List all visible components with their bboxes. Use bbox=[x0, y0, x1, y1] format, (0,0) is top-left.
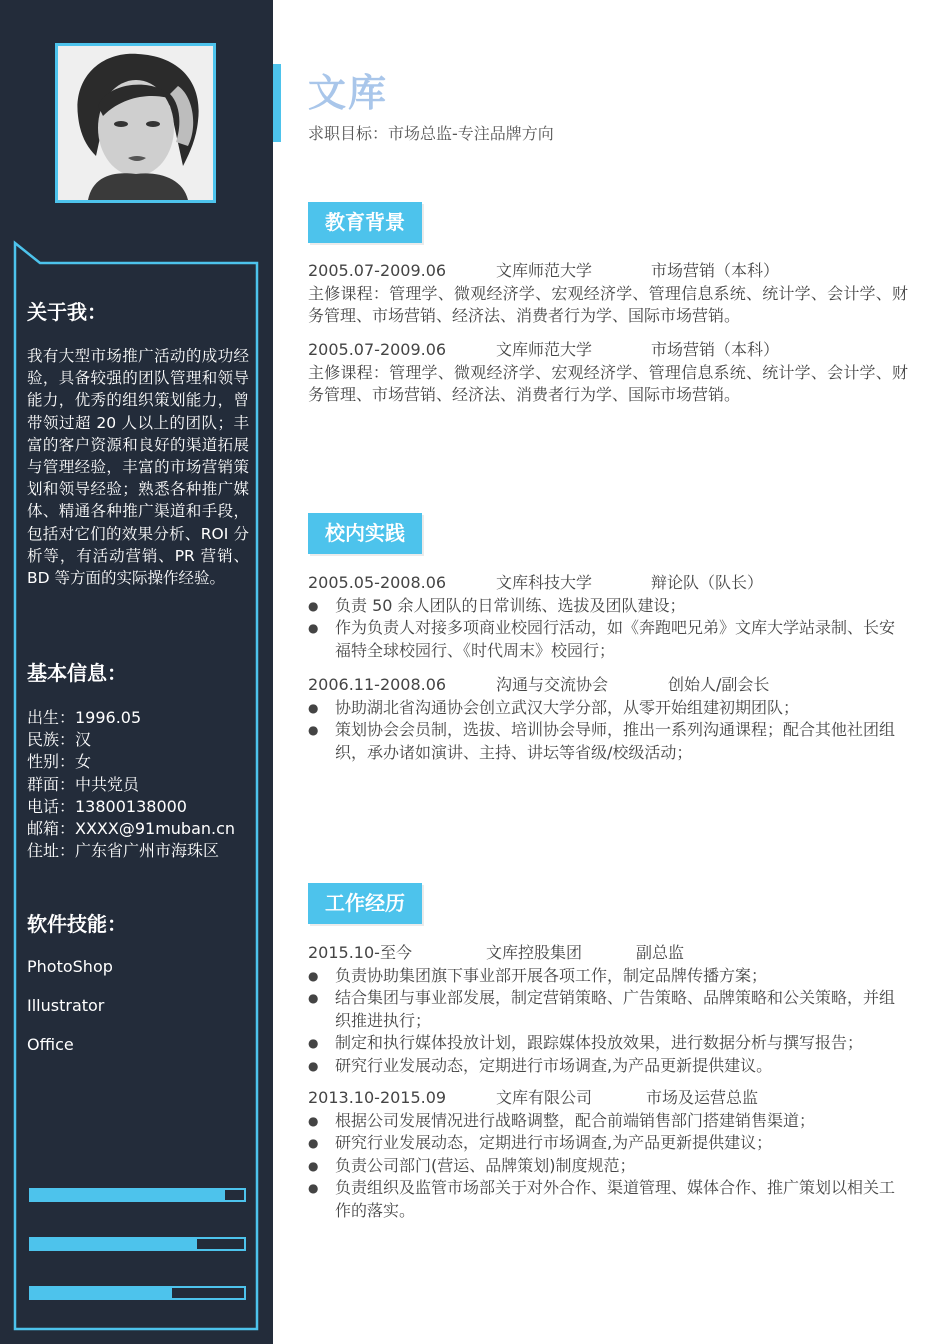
skill-bar-photoshop bbox=[29, 1188, 246, 1202]
entry-bullets bbox=[308, 1110, 908, 1223]
about-heading: 关于我： bbox=[27, 300, 107, 324]
entry-description: 主修课程：管理学、微观经济学、宏观经济学、管理信息系统、统计学、会计学、财务管理、市场营销、经济法、消费者行为学、国际市场营销。 bbox=[308, 283, 908, 325]
bullet-item: ● 负责协助集团旗下事业部开展各项工作，制定品牌传播方案； bbox=[308, 965, 908, 988]
entry-role: 辩论队（队长） bbox=[651, 573, 764, 592]
entry-org: 文库控股集团 bbox=[486, 943, 583, 962]
entry-role: 市场营销（本科） bbox=[651, 261, 780, 280]
basic-info-list bbox=[27, 707, 235, 862]
job-objective: 求职目标：市场总监-专注品牌方向 bbox=[308, 124, 554, 143]
bullet-item: ● 研究行业发展动态，定期进行市场调查,为产品更新提供建议。 bbox=[308, 1055, 908, 1078]
bullet-item: ● 结合集团与事业部发展，制定营销策略、广告策略、品牌策略和公关策略，并组织推进执行； bbox=[308, 987, 908, 1032]
skill-bar-fill bbox=[31, 1239, 197, 1249]
skill-bar-office bbox=[29, 1286, 246, 1300]
education-title: 教育背景 bbox=[308, 202, 422, 243]
skill-office: Office bbox=[27, 1035, 74, 1054]
name-accent-bar bbox=[273, 64, 281, 142]
address-info: 住址：广东省广州市海珠区 bbox=[27, 841, 220, 861]
entry-header bbox=[308, 339, 908, 362]
entry-role: 创始人/副会长 bbox=[668, 675, 770, 694]
sidebar bbox=[0, 0, 273, 1344]
entry-org: 文库科技大学 bbox=[496, 573, 593, 592]
campus-practice-title: 校内实践 bbox=[308, 513, 422, 554]
bullet-item: ● 研究行业发展动态，定期进行市场调查,为产品更新提供建议； bbox=[308, 1132, 908, 1155]
entry-description: 主修课程：管理学、微观经济学、宏观经济学、管理信息系统、统计学、会计学、财务管理、市场营销、经济法、消费者行为学、国际市场营销。 bbox=[308, 362, 908, 404]
skills-list bbox=[27, 956, 113, 1073]
entry-date: 2013.10-2015.09 bbox=[308, 1088, 447, 1107]
bullet-item: ● 负责公司部门(营运、品牌策划)制度规范； bbox=[308, 1155, 908, 1178]
entry-date: 2006.11-2008.06 bbox=[308, 675, 447, 694]
entry-header bbox=[308, 942, 908, 965]
bullet-item: ● 制定和执行媒体投放计划，跟踪媒体投放效果，进行数据分析与撰写报告； bbox=[308, 1032, 908, 1055]
entry-org: 沟通与交流协会 bbox=[496, 675, 609, 694]
gender-info: 性别：女 bbox=[27, 752, 92, 772]
about-text: 我有大型市场推广活动的成功经验，具备较强的团队管理和领导能力，优秀的组织策划能力，曾带领过超 20 人以上的团队；丰富的客户资源和良好的渠道拓展与管理经验，丰富的市场营销策划和领导经验；熟悉各种推广媒体、精通各种推广渠道和手段，包括对它们的效果分析、ROI 分析等，有活动营销、PR 营销、BD 等方面的实际操作经验。 bbox=[27, 347, 249, 588]
bullet-item: ● 协助湖北省沟通协会创立武汉大学分部，从零开始组建初期团队； bbox=[308, 697, 908, 720]
skill-bar-fill bbox=[31, 1190, 225, 1200]
education-entry bbox=[308, 339, 908, 407]
skill-bar-fill bbox=[31, 1288, 172, 1298]
info-panel bbox=[0, 0, 273, 1344]
skill-photoshop: PhotoShop bbox=[27, 957, 113, 976]
bullet-item: ● 作为负责人对接多项商业校园行活动，如《奔跑吧兄弟》文库大学站录制、长安福特全球校园行、《时代周末》校园行； bbox=[308, 617, 908, 662]
phone-info: 电话：13800138000 bbox=[27, 796, 187, 816]
skill-illustrator: Illustrator bbox=[27, 996, 105, 1015]
email-info: 邮箱：XXXX@91muban.cn bbox=[27, 819, 236, 839]
ethnicity-info: 民族：汉 bbox=[27, 730, 92, 750]
political-info: 群面：中共党员 bbox=[27, 774, 140, 794]
entry-date: 2015.10-至今 bbox=[308, 943, 412, 962]
bullet-item: ● 负责 50 余人团队的日常训练、选拔及团队建设； bbox=[308, 595, 908, 618]
skill-bar-illustrator bbox=[29, 1237, 246, 1251]
campus-entry bbox=[308, 572, 908, 662]
work-experience-title: 工作经历 bbox=[308, 883, 422, 924]
entry-bullets bbox=[308, 965, 908, 1078]
entry-org: 文库师范大学 bbox=[496, 261, 593, 280]
entry-date: 2005.07-2009.06 bbox=[308, 340, 447, 359]
entry-header bbox=[308, 1087, 908, 1110]
entry-org: 文库有限公司 bbox=[496, 1088, 593, 1107]
entry-header bbox=[308, 260, 908, 283]
entry-header bbox=[308, 674, 908, 697]
entry-role: 市场及运营总监 bbox=[646, 1088, 759, 1107]
skills-heading: 软件技能： bbox=[27, 912, 127, 936]
bullet-item: ● 策划协会会员制，选拔、培训协会导师，推出一系列沟通课程；配合其他社团组织，承办诸如演讲、主持、讲坛等省级/校级活动； bbox=[308, 719, 908, 764]
entry-role: 副总监 bbox=[636, 943, 685, 962]
bullet-item: ● 负责组织及监管市场部关于对外合作、渠道管理、媒体合作、推广策划以相关工作的落实。 bbox=[308, 1177, 908, 1222]
education-entry bbox=[308, 260, 908, 328]
work-entry bbox=[308, 1087, 908, 1222]
entry-date: 2005.07-2009.06 bbox=[308, 261, 447, 280]
birth-info: 出生：1996.05 bbox=[27, 708, 142, 727]
entry-org: 文库师范大学 bbox=[496, 340, 593, 359]
work-entry bbox=[308, 942, 908, 1077]
entry-date: 2005.05-2008.06 bbox=[308, 573, 447, 592]
basic-info-heading: 基本信息： bbox=[27, 661, 127, 685]
entry-header bbox=[308, 572, 908, 595]
entry-bullets bbox=[308, 697, 908, 765]
entry-role: 市场营销（本科） bbox=[651, 340, 780, 359]
bullet-item: ● 根据公司发展情况进行战略调整，配合前端销售部门搭建销售渠道； bbox=[308, 1110, 908, 1133]
campus-entry bbox=[308, 674, 908, 764]
candidate-name: 文库 bbox=[308, 71, 389, 115]
entry-bullets bbox=[308, 595, 908, 663]
